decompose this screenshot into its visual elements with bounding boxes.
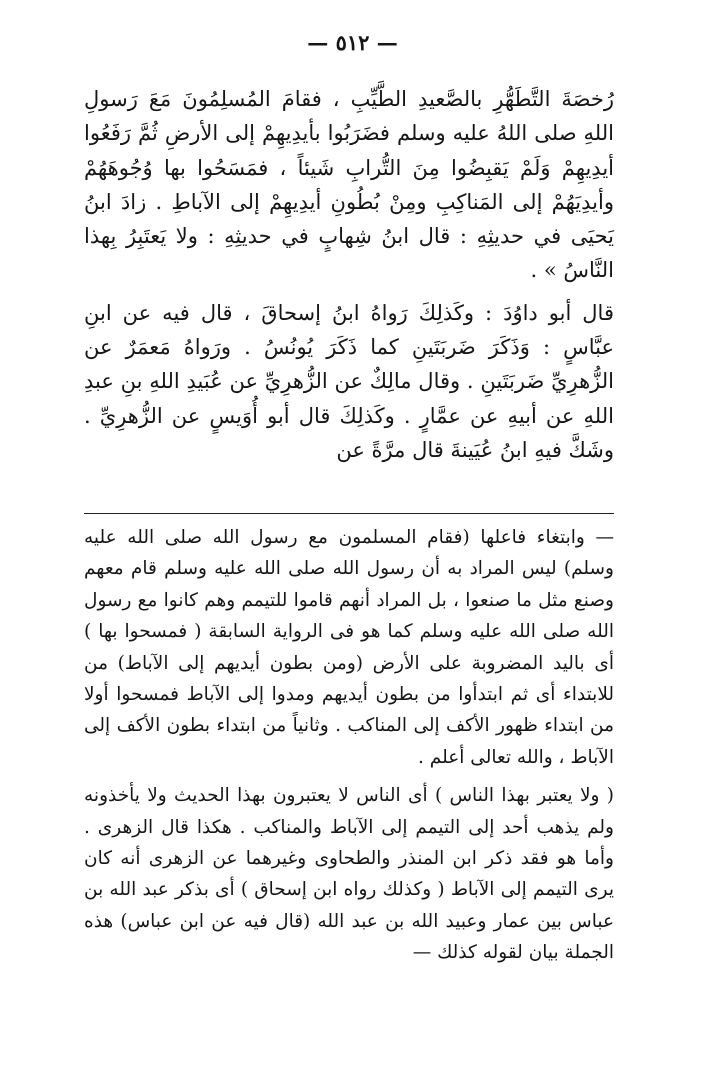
commentary-paragraph: — وابتغاء فاعلها (فقام المسلمون مع رسول الله صلى الله عليه وسلم) ليس المراد به أن رسول الله صلى الله عليه وسلم قام معهم وصنع مثل ما صنعوا ، بل المراد أنهم قاموا للتيمم وهم كانوا مع رسول الله صلى الله عليه وسلم كما هو فى الرواية السابقة ( فمسحوا بها ) أى باليد المضروبة على الأرض (ومن بطون أيديهم إلى الآباط) من للابتداء أى ثم ابتدأوا من بطون أيديهم ومدوا إلى الآباط فمسحوا أولا من ابتداء ظهور الأكف إلى المناكب . وثانياً من ابتداء بطون الأكف إلى الآباط ، والله تعالى أعلم . — [84, 527, 614, 768]
hadith-paragraph: قال أبو داوُدَ : وكَذلِكَ رَواهُ ابنُ إسحاقَ ، قال فيه عن ابنِ عبَّاسٍ : وَذَكَرَ ضَربَتَينِ كما ذَكَرَ يُونُسُ . ورَواهُ مَعمَرٌ عن الزُّهرِيِّ ضَربَتَينِ . وقال مالِكٌ عن الزُّهرِيِّ عن عُبَيدِ اللهِ بنِ عبدِ اللهِ عن أبيهِ عن عمَّارٍ . وكَذلِكَ قال أبو أُوَيسٍ عن الزُّهرِيِّ . وشَكَّ فيهِ ابنُ عُيَينةَ قال مرَّةً عن — [84, 300, 614, 462]
commentary-paragraph: ( ولا يعتبر بهذا الناس ) أى الناس لا يعتبرون بهذا الحديث ولا يأخذونه ولم يذهب أحد إلى التيمم إلى الآباط والمناكب . هكذا قال الزهرى . وأما هو فقد ذكر ابن المنذر والطحاوى وغيرهما عن الزهرى أنه كان يرى التيمم إلى الآباط ( وكذلك رواه ابن إسحاق ) أى بذكر عبد الله بن عباس بين عمار وعبيد الله بن عبد الله (قال فيه عن ابن عباس) هذه الجملة بيان لقوله كذلك — — [84, 785, 614, 964]
hadith-text-block — [84, 82, 614, 467]
hadith-paragraph: رُخصَةَ التَّطَهُّرِ بالصَّعيدِ الطَّيِّبِ ، فقامَ المُسلِمُونَ مَعَ رَسولِ اللهِ صلى اللهُ عليه وسلم فضَرَبُوا بأيدِيهِمْ إلى الأرضِ ثُمَّ رَفَعُوا أيدِيهِمْ وَلَمْ يَقبِضُوا مِنَ التُّرابِ شَيئاً ، فمَسَحُوا بها وُجُوهَهُمْ وأيدِيَهُمْ إلى المَناكِبِ ومِنْ بُطُونِ أيدِيهِمْ إلى الآباطِ . زادَ ابنُ يَحيَى في حديثِهِ : قال ابنُ شِهابٍ في حديثِهِ : ولا يَعتَبِرُ بِهذا النَّاسُ » . — [84, 87, 614, 283]
page-number: — ٥١٢ — — [307, 30, 398, 55]
commentary-block — [84, 522, 614, 969]
footnote-divider — [84, 513, 614, 514]
